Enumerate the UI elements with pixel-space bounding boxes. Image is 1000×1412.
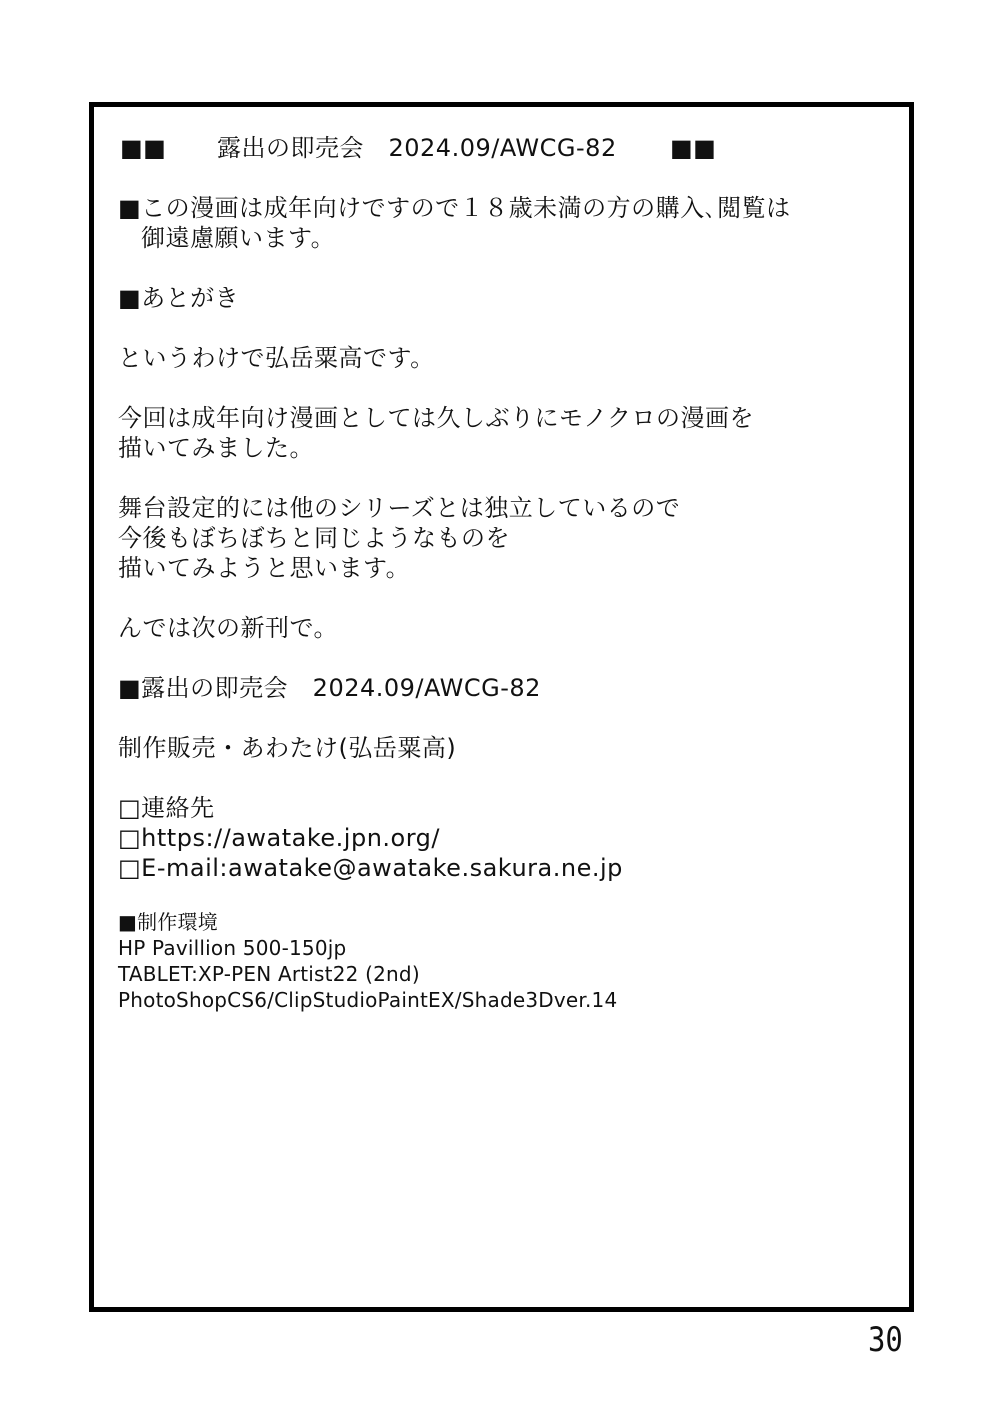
afterword-heading: ■あとがき <box>118 284 240 312</box>
afterword-text-line: 舞台設定的には他のシリーズとは独立しているので <box>118 494 681 522</box>
age-notice-line-2: 御遠慮願います。 <box>141 224 336 252</box>
header-left-mark: ■■ <box>120 134 167 162</box>
page-number: 30 <box>868 1320 903 1360</box>
publisher-line: 制作販売・あわたけ(弘岳粟高) <box>118 734 457 762</box>
header-row <box>120 133 166 163</box>
afterword-text-line: んでは次の新刊で。 <box>118 614 339 642</box>
afterword-text-line: というわけで弘岳粟高です。 <box>118 344 435 372</box>
website-url: □https://awatake.jpn.org/ <box>118 824 440 852</box>
afterword-text-line: 描いてみようと思います。 <box>118 554 411 582</box>
environment-item: TABLET:XP-PEN Artist22 (2nd) <box>118 962 420 986</box>
contact-heading: □連絡先 <box>118 794 215 822</box>
environment-item: HP Pavillion 500-150jp <box>118 936 347 960</box>
environment-heading: ■制作環境 <box>118 910 218 934</box>
afterword-text-line: 今後もぼちぼちと同じようなものを <box>118 524 510 552</box>
environment-item: PhotoShopCS6/ClipStudioPaintEX/Shade3Dver.14 <box>118 988 618 1012</box>
header-right-mark: ■■ <box>670 134 717 162</box>
afterword-text-line: 今回は成年向け漫画としては久しぶりにモノクロの漫画を <box>118 404 755 432</box>
afterword-text-line: 描いてみました。 <box>118 434 314 462</box>
email-address: □E-mail:awatake@awatake.sakura.ne.jp <box>118 854 623 882</box>
colophon-title: ■露出の即売会 2024.09/AWCG-82 <box>118 674 541 702</box>
header-title: 露出の即売会 2024.09/AWCG-82 <box>217 134 617 162</box>
age-notice-line-1: ■この漫画は成年向けですので１８歳未満の方の購入､閲覧は <box>118 194 791 222</box>
